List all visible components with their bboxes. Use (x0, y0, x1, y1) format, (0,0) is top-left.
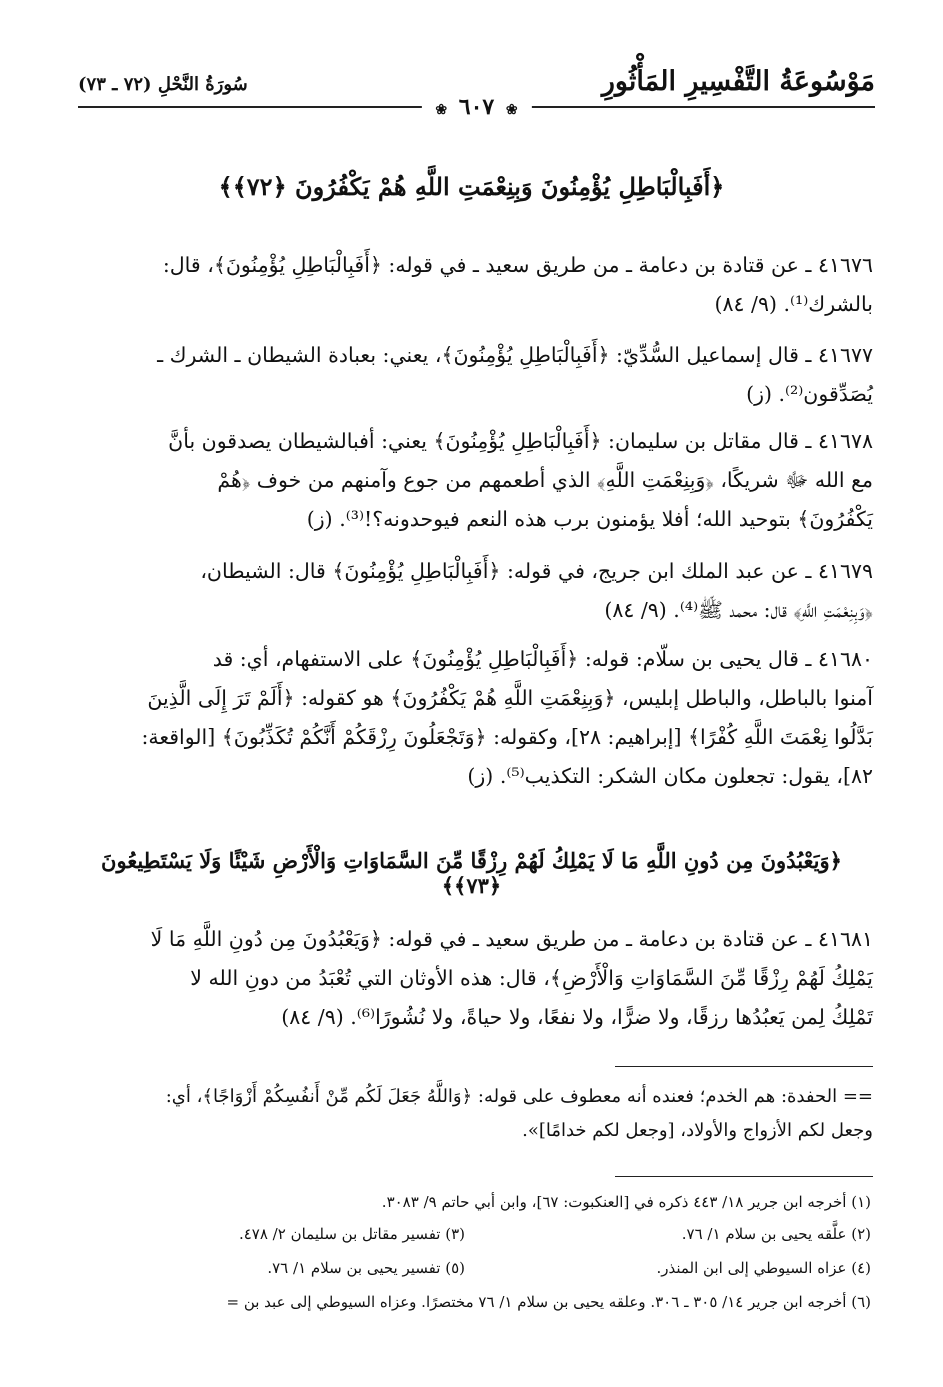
footnote-4: (٤) عزاه السيوطي إلى ابن المنذر. (656, 1259, 871, 1277)
page-header (78, 58, 875, 128)
entry-line: ﴿وَبِنِعْمَتِ اللَّهِ﴾ قال: محمد ﷺ⁽⁴⁾. (٩/ ٨٤) (604, 598, 873, 622)
entry-41680 (80, 640, 873, 796)
entry-line: ٤١٦٨١ ـ عن قتادة بن دعامة ـ من طريق سعيد ـ في قوله: ﴿وَيَعْبُدُونَ مِن دُونِ اللَّهِ مَا لَا (150, 927, 873, 951)
footnotes-separator (615, 1176, 873, 1177)
entry-line: ٤١٦٧٦ ـ عن قتادة بن دعامة ـ من طريق سعيد ـ في قوله: ﴿أَفَبِالْبَاطِلِ يُؤْمِنُونَ﴾، قال: (162, 253, 873, 277)
notes-separator (615, 1066, 873, 1067)
footnote-5: (٥) تفسير يحيى بن سلام ١/ ٧٦. (267, 1259, 465, 1277)
entry-41681 (80, 920, 873, 1037)
footnote-6: (٦) أخرجه ابن جرير ١٤/ ٣٠٥ ـ ٣٠٦. وعلقه يحيى بن سلام ١/ ٧٦ مختصرًا. وعزاه السيوطي إلى عبد بن = (226, 1293, 871, 1311)
note-line: وجعل لكم الأزواج والأولاد، [وجعل لكم خدامًا]». (522, 1120, 873, 1141)
entry-line: بالشرك⁽¹⁾. (٩/ ٨٤) (714, 292, 873, 316)
book-title: مَوْسُوعَةُ التَّفْسِيرِ المَأْثُورِ (601, 66, 875, 97)
entry-line: ٤١٦٨٠ ـ قال يحيى بن سلّام: قوله: ﴿أَفَبِالْبَاطِلِ يُؤْمِنُونَ﴾ على الاستفهام، أي: قد (212, 647, 873, 671)
entry-line: يَمْلِكُ لَهُمْ رِزْقًا مِّنَ السَّمَاوَاتِ وَالْأَرْضِ﴾، قال: هذه الأوثان التي تُعْبَدُ من دونِ الله لا (190, 966, 873, 990)
note-line: == الحفدة: هم الخدم؛ فعنده أنه معطوف على قوله: ﴿وَاللَّهُ جَعَلَ لَكُم مِّنْ أَنفُسِكُمْ أَزْوَاجًا﴾، أي: (165, 1086, 873, 1107)
entry-line: آمنوا بالباطل، والباطل إبليس، ﴿وَبِنِعْمَتِ اللَّهِ هُمْ يَكْفُرُونَ﴾ هو كقوله: ﴿أَلَمْ تَرَ إِلَى الَّذِينَ (147, 686, 873, 710)
entry-line: ٤١٦٧٨ ـ قال مقاتل بن سليمان: ﴿أَفَبِالْبَاطِلِ يُؤْمِنُونَ﴾ يعني: أفبالشيطان يصدقون بأنَّ (168, 429, 873, 453)
quran-verse-73: ﴿وَيَعْبُدُونَ مِن دُونِ اللَّهِ مَا لَا يَمْلِكُ لَهُمْ رِزْقًا مِّنَ السَّمَاوَاتِ وَالْأَرْضِ شَيْئًا وَلَا يَسْتَطِيعُونَ ﴿٧٣﴾﴾ (101, 848, 842, 898)
footnote-1: (١) أخرجه ابن جرير ١٨/ ٤٤٣ ذكره في [العنكبوت: ٦٧]، وابن أبي حاتم ٩/ ٣٠٨٣. (381, 1193, 871, 1211)
entry-line: ٤١٦٧٧ ـ قال إسماعيل السُّدِّيّ: ﴿أَفَبِالْبَاطِلِ يُؤْمِنُونَ﴾، يعني: بعبادة الشيطان ـ الشرك ـ (157, 343, 873, 367)
footnote-3: (٣) تفسير مقاتل بن سليمان ٢/ ٤٧٨. (238, 1225, 465, 1243)
entry-41679 (80, 552, 873, 630)
footnote-2: (٢) علَّقه يحيى بن سلام ١/ ٧٦. (681, 1225, 871, 1243)
ornament-icon: ❀ (505, 102, 518, 118)
quran-verse-72: ﴿أَفَبِالْبَاطِلِ يُؤْمِنُونَ وَبِنِعْمَتِ اللَّهِ هُمْ يَكْفُرُونَ ﴿٧٢﴾﴾ (218, 172, 725, 201)
ornament-icon: ❀ (435, 102, 448, 118)
entry-line: يُصَدِّقون⁽²⁾. (ز) (746, 382, 873, 406)
entry-41678 (80, 422, 873, 539)
entry-line: يَكْفُرُونَ﴾ بتوحيد الله؛ أفلا يؤمنون برب هذه النعم فيوحدونه؟!⁽³⁾. (ز) (306, 507, 873, 531)
continued-note (75, 1080, 873, 1148)
entry-41676 (80, 246, 873, 324)
entry-line: ٨٢]، يقول: تجعلون مكان الشكر: التكذيب⁽⁵⁾. (ز) (467, 764, 873, 788)
entry-line: بَدَّلُوا نِعْمَتَ اللَّهِ كُفْرًا﴾ [إبراهيم: ٢٨]، وكقوله: ﴿وَتَجْعَلُونَ رِزْقَكُمْ أَنَّكُمْ تُكَذِّبُونَ﴾ [الواقعة: (141, 725, 873, 749)
entry-line: مع الله ﷻ شريكًا، ﴿وَبِنِعْمَتِ اللَّهِ﴾ الذي أطعمهم من جوع وآمنهم من خوف ﴿هُمْ (217, 468, 873, 492)
entry-41677 (80, 336, 873, 414)
page-number-box (421, 94, 531, 120)
entry-line: تَمْلِكُ لِمن يَعبُدُها رزقًا، ولا ضرًّا، ولا نفعًا، ولا حياةً، ولا نُشُورًا⁽⁶⁾. (٩/ ٨٤) (281, 1005, 873, 1029)
page-number: ٦٠٧ (458, 94, 495, 120)
surah-label: سُورَةُ النَّحْلِ (٧٢ ـ ٧٣) (78, 74, 248, 95)
entry-line: ٤١٦٧٩ ـ عن عبد الملك ابن جريج، في قوله: ﴿أَفَبِالْبَاطِلِ يُؤْمِنُونَ﴾ قال: الشيطان، (200, 559, 873, 583)
